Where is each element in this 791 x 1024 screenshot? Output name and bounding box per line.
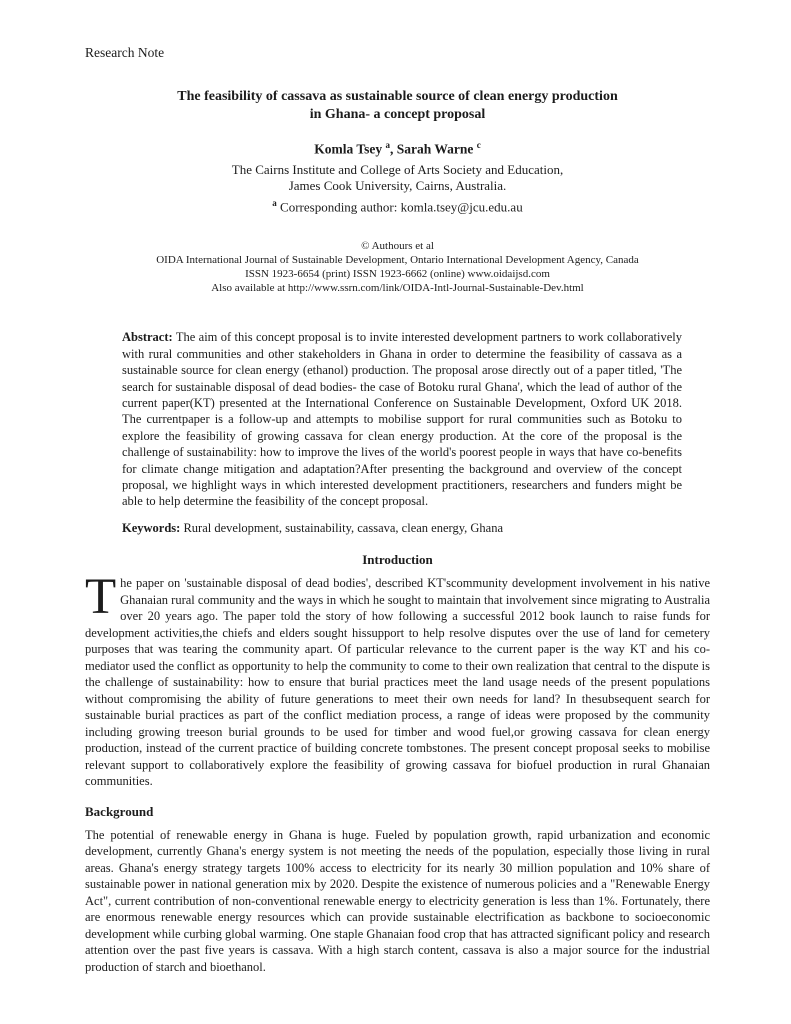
paper-title-line2: in Ghana- a concept proposal bbox=[309, 107, 486, 122]
author-name-2: Sarah Warne bbox=[396, 141, 477, 157]
authors-line bbox=[85, 137, 710, 158]
keywords-label: Keywords: bbox=[122, 520, 181, 535]
background-paragraph: The potential of renewable energy in Ghana is huge. Fueled by population growth, rapid urbanization and economic development, currently Ghana's energy system is not meeting the needs of the population, especially those living in rural areas. Ghana's energy strategy targets 100% access to electricity for its nearly 30 million population and 10% share of sustainable power in national generation mix by 2020. Despite the existence of numerous policies and a "Renewable Energy Act", current contribution of non-conventional renewable energy to electricity generation is less than 1%. Fortunately, there are enormous renewable energy resources which can provide sustainable electrification as backbone to socioeconomic development while curbing global warming. One staple Ghanaian food crop that has attracted significant policy and research attention over the past five years is cassava. With a high starch content, cassava is also a major source for the industrial production of starch and bioethanol. bbox=[85, 827, 710, 974]
issn-line: ISSN 1923-6654 (print) ISSN 1923-6662 (online) www.oidaijsd.com bbox=[245, 268, 550, 281]
abstract-paragraph bbox=[122, 329, 682, 509]
copyright-line: © Authours et al bbox=[361, 240, 434, 253]
introduction-paragraph bbox=[85, 569, 710, 790]
availability-line: Also available at http://www.ssrn.com/link/OIDA-Intl-Journal-Sustainable-Dev.html bbox=[211, 282, 584, 295]
keywords-text: Rural development, sustainability, cassava, clean energy, Ghana bbox=[180, 520, 504, 535]
author-name-1: Komla Tsey bbox=[314, 141, 386, 157]
affiliation-block bbox=[85, 162, 710, 216]
background-heading: Background bbox=[85, 803, 154, 819]
abstract-text: The aim of this concept proposal is to invite interested development partners to work collaboratively with rural communities and other stakeholders in Ghana in order to determine the feasibility of cassava as a sustainable source for clean energy (ethanol) production. The proposal arose directly out of a paper titled, 'The search for sustainable disposal of dead bodies- the case of Botoku rural Ghana', which the lead of author of the current paper(KT) presented at the International Conference on Sustainable Development, Oxford UK 2018. The currentpaper is a follow-up and attempts to mobilise support for rural communities such as Botoku to explore the feasibility of growing cassava for clean energy production. At the core of the proposal is the challenge of sustainability: how to improve the lives of the world's poorest people in ways that have co-benefits for climate change mitigation and adaptation?After presenting the background and overview of the concept proposal, we highlight ways in which interested development practitioners, researchers and funders might be able to help determine the feasibility of the concept proposal. bbox=[122, 330, 682, 509]
author-superscript-1: a bbox=[385, 140, 390, 150]
journal-imprint-block bbox=[85, 239, 710, 295]
corresponding-author-text: Corresponding author: komla.tsey@jcu.edu.au bbox=[276, 198, 523, 214]
introduction-heading: Introduction bbox=[362, 552, 433, 568]
keywords-line bbox=[122, 520, 682, 536]
introduction-text: he paper on 'sustainable disposal of dead bodies', described KT'scommunity development involvement in his native Ghanaian rural community and the ways in which he sought to maintain that involvement since migrating to Australia over 20 years ago. The paper told the story of how following a successful 2012 book launch to raise funds for development activities,the chiefs and elders sought hissupport to help resolve disputes over the use of land for cemetery purposes that was tearing the community apart. Of particular relevance to the current paper is the way KT and his co- mediator used the conflict as opportunity to help the community to come to their own realization that central to the dispute is the challenge of sustainability: how to ensure that burial practices meet the land usage needs of the present populations without compromising the ability of future generations to meet their own needs for land? In thesubsequent search for sustainable burial practices as part of the conflict mediation process, a range of ideas were proposed by the community including growing treeson burial grounds to be used for timber and wood fuel,or growing cassava for clean energy production, instead of the current practice of building concrete tombstones. The present concept proposal seeks to mobilise relevant support to collaboratively explore the feasibility of growing cassava for biofuel production in rural Ghanaian communities. bbox=[85, 576, 710, 789]
document-type-label: Research Note bbox=[85, 45, 165, 60]
author-separator: , bbox=[390, 141, 397, 157]
corresponding-author-line bbox=[85, 195, 710, 216]
affiliation-line-2: James Cook University, Cairns, Australia. bbox=[288, 178, 507, 193]
affiliation-line-1: The Cairns Institute and College of Arts Society and Education, bbox=[231, 161, 564, 177]
introduction-dropcap: T bbox=[85, 569, 117, 626]
paper-title bbox=[85, 88, 710, 124]
abstract-label: Abstract: bbox=[122, 330, 173, 345]
paper-title-line1: The feasibility of cassava as sustainable source of clean energy production bbox=[177, 89, 618, 104]
author-superscript-2: c bbox=[476, 140, 481, 150]
journal-name-line: OIDA International Journal of Sustainable Development, Ontario International Development Agency, Canada bbox=[156, 254, 639, 267]
corresponding-author-superscript: a bbox=[272, 197, 277, 208]
